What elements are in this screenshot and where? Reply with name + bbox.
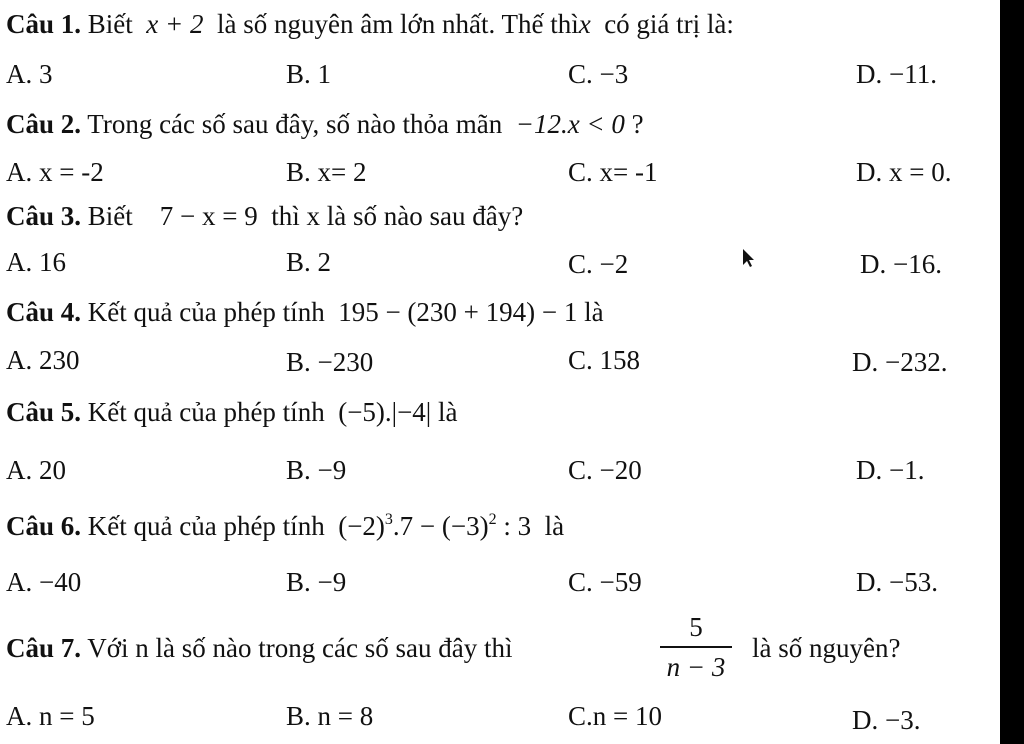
option-a: A. 20 <box>6 455 66 485</box>
exponent: 2 <box>488 511 497 528</box>
option-a: A. 3 <box>6 59 53 89</box>
question-label: Câu 4. <box>6 297 82 327</box>
option-c: C. −3 <box>568 59 629 89</box>
question-text: Kết quả của phép tính <box>87 511 325 541</box>
question-text: Trong các số sau đây, số nào thỏa mãn <box>87 109 503 139</box>
question-text: Kết quả của phép tính <box>87 397 325 427</box>
question-text: Biết <box>87 9 133 39</box>
option-d: D. −16. <box>860 249 942 279</box>
option-d: D. −232. <box>852 347 948 377</box>
option-a: A. x = -2 <box>6 157 104 187</box>
question-label: Câu 3. <box>6 201 82 231</box>
math-expression: 7 − x = 9 <box>159 201 258 231</box>
math-expression: x + 2 <box>146 9 204 39</box>
option-c: C. −20 <box>568 455 642 485</box>
question-text: là <box>584 297 604 327</box>
question-label: Câu 1. <box>6 9 82 39</box>
fraction-denominator: n − 3 <box>666 652 726 682</box>
option-a: A. −40 <box>6 567 82 597</box>
question-text: Biết <box>87 201 133 231</box>
math-expression: (−5).|−4| <box>338 397 432 427</box>
option-a: A. 230 <box>6 345 80 375</box>
option-b: B. x= 2 <box>286 157 367 187</box>
question-label: Câu 2. <box>6 109 82 139</box>
option-b: B. 2 <box>286 247 332 277</box>
option-c: C.n = 10 <box>568 701 662 731</box>
math-term: (−2) <box>338 511 385 541</box>
math-expression <box>338 511 531 541</box>
option-d: D. −11. <box>856 59 937 89</box>
right-black-border <box>1000 0 1024 744</box>
mouse-cursor-icon <box>742 248 756 268</box>
math-term: : 3 <box>496 511 532 541</box>
question-text: Với n là số nào trong các số sau đây thì <box>87 633 513 663</box>
question-4 <box>6 296 604 328</box>
option-a: A. n = 5 <box>6 701 95 731</box>
question-label: Câu 5. <box>6 397 82 427</box>
option-b: B. −230 <box>286 347 374 377</box>
question-1 <box>6 8 734 40</box>
option-d: D. −3. <box>852 705 921 735</box>
question-3 <box>6 200 523 232</box>
math-variable: x <box>578 9 591 39</box>
option-c: C. −59 <box>568 567 642 597</box>
fraction-numerator: 5 <box>689 612 703 642</box>
math-term: .7 − (−3) <box>392 511 489 541</box>
option-c: C. −2 <box>568 249 629 279</box>
question-text: là số nguyên âm lớn nhất. Thế thì <box>216 9 579 39</box>
option-d: D. −53. <box>856 567 938 597</box>
question-5 <box>6 396 457 428</box>
question-label: Câu 6. <box>6 511 82 541</box>
question-text: là <box>544 511 565 541</box>
option-b: B. −9 <box>286 567 347 597</box>
option-a: A. 16 <box>6 247 66 277</box>
option-c: C. 158 <box>568 345 641 375</box>
question-text: là số nguyên? <box>752 633 901 663</box>
option-b: B. 1 <box>286 59 332 89</box>
option-d: D. −1. <box>856 455 925 485</box>
math-expression: 195 − (230 + 194) − 1 <box>338 297 578 327</box>
question-6 <box>6 510 564 547</box>
option-b: B. n = 8 <box>286 701 374 731</box>
option-c: C. x= -1 <box>568 157 658 187</box>
question-text: ? <box>631 109 644 139</box>
question-text: Kết quả của phép tính <box>87 297 325 327</box>
question-2 <box>6 108 644 140</box>
option-d: D. x = 0. <box>856 157 952 187</box>
question-text: có giá trị là: <box>604 9 734 39</box>
question-text: thì x là số nào sau đây? <box>271 201 524 231</box>
question-text: là <box>437 397 458 427</box>
fraction-bar <box>660 646 732 648</box>
fraction <box>660 610 732 684</box>
question-7 <box>6 632 512 664</box>
question-label: Câu 7. <box>6 633 82 663</box>
math-expression: −12.x < 0 <box>515 109 625 139</box>
option-b: B. −9 <box>286 455 347 485</box>
exponent: 3 <box>384 511 393 528</box>
